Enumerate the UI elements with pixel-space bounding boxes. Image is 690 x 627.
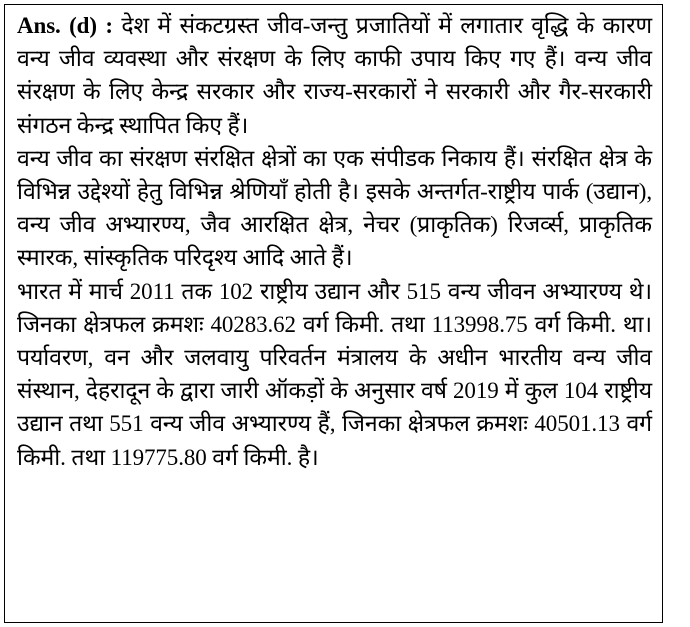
answer-paragraph-1 xyxy=(17,9,652,142)
answer-paragraph-2: वन्य जीव का संरक्षण संरक्षित क्षेत्रों का एक संपीडक निकाय हैं। संरक्षित क्षेत्र के विभिन्न उद्देश्यों हेतु विभिन्न श्रेणियाँ होती है। इसके अन्तर्गत-राष्ट्रीय पार्क (उद्यान), वन्य जीव अभ्यारण्य, जैव आरक्षित क्षेत्र, नेचर (प्राकृतिक) रिजर्व्स, प्राकृतिक स्मारक, सांस्कृतिक परिदृश्य आदि आते हैं। xyxy=(17,145,652,271)
answer-label: Ans. (d) : xyxy=(17,13,113,38)
answer-paragraph-1-text: देश में संकटग्रस्त जीव-जन्तु प्रजातियों में लगातार वृद्धि के कारण वन्य जीव व्यवस्था और संरक्षण के लिए काफी उपाय किए गए हैं। वन्य जीव संरक्षण के लिए केन्द्र सरकार और राज्य-सरकारों ने सरकारी और गैर-सरकारी संगठन केन्द्र स्थापित किए हैं। xyxy=(17,13,652,138)
answer-paragraph-3: भारत में मार्च 2011 तक 102 राष्ट्रीय उद्यान और 515 वन्य जीवन अभ्यारण्य थे। जिनका क्षेत्रफल क्रमशः 40283.62 वर्ग किमी. तथा 113998.75 वर्ग किमी. था। पर्यावरण, वन और जलवायु परिवर्तन मंत्रालय के अधीन भारतीय वन्य जीव संस्थान, देहरादून के द्वारा जारी ऑकड़ों के अनुसार वर्ष 2019 में कुल 104 राष्ट्रीय उद्यान तथा 551 वन्य जीव अभ्यारण्य हैं, जिनका क्षेत्रफल क्रमशः 40501.13 वर्ग किमी. तथा 119775.80 वर्ग किमी. है। xyxy=(17,278,652,470)
answer-box xyxy=(4,4,663,623)
